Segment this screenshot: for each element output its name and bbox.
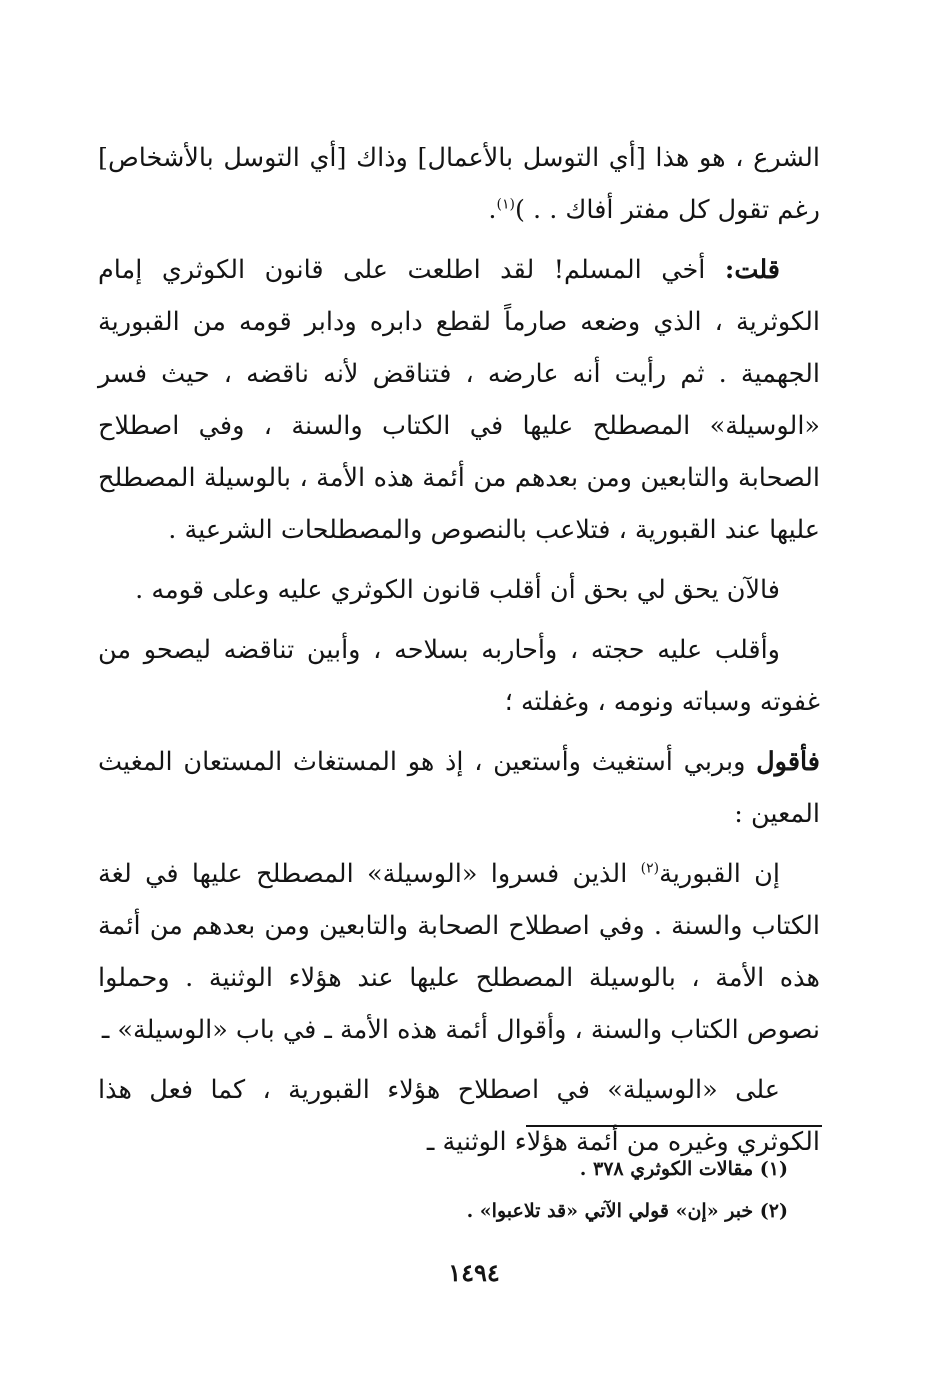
lead-word-qult: قلت: (724, 255, 780, 285)
footnote-ref-1: (١) (496, 196, 515, 213)
paragraph-text: الشرع ، هو هذا [أي التوسل بالأعمال] وذاك [أي التوسل بالأشخاص] رغم تقول كل مفتر أفاك . . ) (98, 143, 820, 225)
paragraph-text: فالآن يحق لي بحق أن أقلب قانون الكوثري عليه وعلى قومه . (135, 575, 780, 605)
paragraph-text: إن القبورية (659, 859, 780, 889)
paragraph-overturn (98, 624, 820, 728)
paragraph-aqool (98, 736, 820, 840)
paragraph-end: . (488, 195, 497, 225)
paragraph-now (98, 564, 820, 616)
footnote-ref-2: (٢) (640, 860, 660, 877)
footnotes (300, 1148, 788, 1232)
footnote-separator (526, 1125, 822, 1127)
paragraph-text: وأقلب عليه حجته ، وأحاربه بسلاحه ، وأبين تناقضه ليصحو من غفوته وسباته ونومه ، وغفلته ؛ (98, 635, 820, 717)
lead-word-aqool: فأقول (756, 747, 820, 777)
paragraph-quburiyya (98, 848, 820, 1056)
paragraph-text: الذين فسروا «الوسيلة» المصطلح عليها في لغة الكتاب والسنة . وفي اصطلاح الصحابة والتابعين ومن بعدهم من أئمة هذه الأمة ، بالوسيلة المصطلح عليها عند هؤلاء الوثنية . وحملوا نصوص الكتاب والسنة ، وأقوال أئمة هذه الأمة ـ في باب «الوسيلة» ـ (98, 859, 820, 1045)
footnote-1: (١) مقالات الكوثري ٣٧٨ . (579, 1158, 788, 1180)
paragraph-qult (98, 244, 820, 556)
main-text (98, 132, 820, 1176)
paragraph-text: أخي المسلم! لقد اطلعت على قانون الكوثري إمام الكوثرية ، الذي وضعه صارماً لقطع دابره ودابر قومه من القبورية الجهمية . ثم رأيت أنه عارضه ، فتناقض لأنه ناقضه ، حيث فسر «الوسيلة» المصطلح عليها في الكتاب والسنة ، وفي اصطلاح الصحابة والتابعين ومن بعدهم من أئمة هذه الأمة ، بالوسيلة المصطلح عليها عند القبورية ، فتلاعب بالنصوص والمصطلحات الشرعية . (98, 255, 820, 545)
paragraph-continuation (98, 132, 820, 236)
paragraph-text: على «الوسيلة» في اصطلاح هؤلاء القبورية ، كما فعل هذا الكوثري وغيره من أئمة هؤلاء الوثنية ـ (98, 1075, 820, 1157)
paragraph-text: وبربي أستغيث وأستعين ، إذ هو المستغاث المستعان المغيث المعين : (98, 747, 820, 829)
page-number: ١٤٩٤ (448, 1258, 500, 1287)
footnote-2: (٢) خبر «إن» قولي الآتي «قد تلاعبوا» . (466, 1200, 788, 1222)
